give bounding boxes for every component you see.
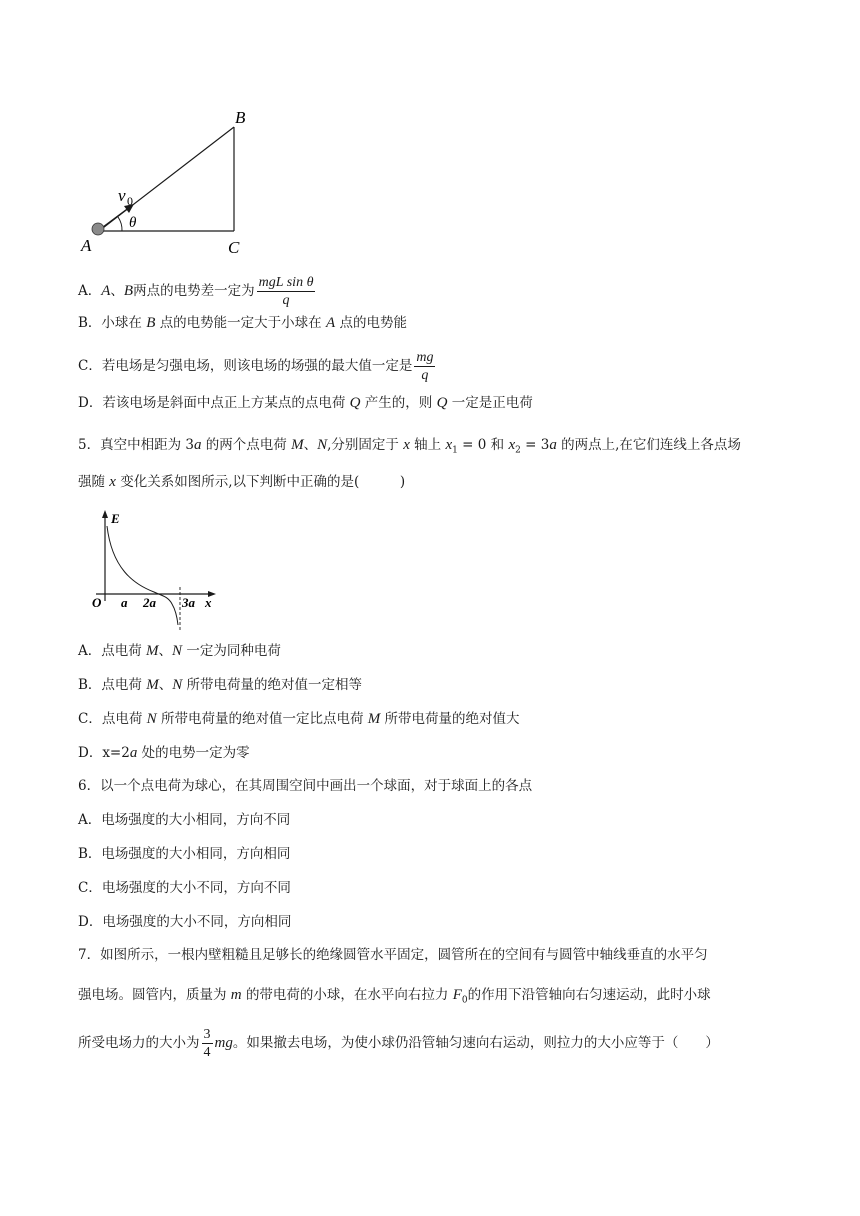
stem-text: 强电场。圆管内，质量为	[78, 987, 227, 1003]
label-b: B	[235, 108, 246, 127]
math-var: x	[109, 474, 116, 490]
stem-text: 的两个点电荷	[205, 437, 287, 453]
option-text: 点的电势能一定大于小球在	[159, 315, 322, 331]
math-var: a	[549, 437, 557, 453]
q4-option-b	[78, 313, 407, 333]
math-var: N	[172, 643, 183, 659]
q6-stem: 6．以一个点电荷为球心，在其周围空间中画出一个球面，对于球面上的各点	[78, 778, 533, 794]
option-text: 所带电荷量的绝对值大	[384, 711, 520, 727]
label-a: A	[81, 236, 92, 255]
incline-figure	[78, 105, 258, 265]
option-text: 、	[158, 677, 173, 693]
math-var: x	[445, 437, 453, 453]
option-text: 、	[110, 283, 124, 299]
stem-text: 变化关系如图所示,以下判断中正确的是( )	[120, 474, 406, 490]
q6-option-d: D．电场强度的大小不同，方向相同	[78, 914, 292, 930]
math-var: M	[146, 677, 159, 693]
option-text: C．若电场是匀强电场，则该电场的场强的最大值一定是	[78, 358, 413, 374]
stem-text: 5．真空中相距为 3	[78, 437, 194, 453]
math-subscript: 2	[515, 445, 521, 456]
label-v: v	[118, 186, 126, 205]
option-text: B．点电荷	[78, 677, 142, 693]
q5-option-d	[78, 743, 250, 763]
q4-option-a	[78, 274, 317, 309]
stem-text: 所受电场力的大小为	[78, 1035, 200, 1051]
fraction-denominator: 4	[203, 1045, 211, 1060]
label-c: C	[228, 238, 240, 257]
axis-label-e: E	[111, 511, 120, 526]
math-var: x	[508, 437, 516, 453]
q6-option-a: A．电场强度的大小相同，方向不同	[78, 812, 291, 828]
fraction-denominator: q	[282, 293, 290, 308]
math-var: M	[291, 437, 304, 453]
option-text: 两点的电势差一定为	[133, 283, 255, 299]
fraction-formula	[414, 349, 435, 384]
option-text: A．	[78, 283, 102, 299]
fraction-numerator: 3	[203, 1027, 211, 1042]
axis-label-x: x	[205, 595, 212, 610]
e-field-curve	[107, 526, 178, 625]
math-var: B	[123, 283, 134, 299]
q7-stem-line2	[78, 985, 711, 1011]
stem-text: = 3	[520, 437, 550, 453]
option-text: 所带电荷量的绝对值一定相等	[186, 677, 363, 693]
q7-stem-line3	[78, 1026, 719, 1061]
e-field-graph	[88, 508, 228, 633]
stem-text: 的作用下沿管轴向右匀速运动，此时小球	[467, 987, 711, 1003]
math-var: a	[193, 437, 202, 453]
stem-text: 的带电荷的小球，在水平向右拉力	[245, 987, 449, 1003]
math-subscript: 0	[461, 995, 468, 1006]
q5-stem-line2	[78, 472, 405, 492]
label-theta: θ	[129, 215, 137, 231]
theta-arc	[118, 217, 122, 231]
option-text: B．小球在	[78, 315, 142, 331]
option-text: 所带电荷量的绝对值一定比点电荷	[160, 711, 364, 727]
q5-option-b	[78, 675, 362, 695]
math-var: N	[172, 677, 183, 693]
tick-label-a: a	[121, 595, 128, 610]
math-var: A	[325, 315, 336, 331]
stem-text: ,分别固定于	[327, 437, 399, 453]
q5-stem-line1	[78, 435, 741, 461]
math-var: M	[367, 711, 381, 727]
option-text: 、	[158, 643, 173, 659]
fraction-formula	[257, 274, 316, 309]
fraction-numerator: mgL sin θ	[258, 275, 314, 290]
math-subscript: 1	[452, 445, 458, 456]
q4-option-c	[78, 349, 437, 384]
q4-option-d	[78, 393, 533, 413]
q6-option-b: B．电场强度的大小相同，方向相同	[78, 846, 291, 862]
math-var: N	[146, 711, 157, 727]
option-text: 处的电势一定为零	[141, 745, 250, 761]
option-text: 点的电势能	[339, 315, 407, 331]
y-axis-arrow	[102, 510, 108, 518]
fraction-numerator: mg	[416, 350, 434, 365]
option-text: D．若该电场是斜面中点正上方某点的点电荷	[78, 395, 346, 411]
math-var: Q	[349, 395, 361, 411]
option-text: 产生的，则	[364, 395, 433, 411]
stem-text: 的两点上,在它们连线上各点场	[561, 437, 741, 453]
math-var: B	[146, 315, 156, 331]
option-text: C．点电荷	[78, 711, 143, 727]
math-var: F	[452, 987, 462, 1003]
label-v-sub: 0	[127, 194, 133, 208]
math-var: M	[146, 643, 159, 659]
q5-option-a	[78, 641, 281, 661]
option-text: D．x=2	[78, 745, 130, 761]
math-var: Q	[436, 395, 448, 411]
math-var: x	[403, 437, 410, 453]
math-var: A	[101, 283, 111, 299]
math-var: mg	[214, 1035, 233, 1051]
stem-text: 强随	[78, 474, 105, 490]
stem-text: 、	[303, 437, 318, 453]
q5-option-c	[78, 709, 520, 729]
option-text: A．点电荷	[78, 643, 142, 659]
stem-text: 轴上	[414, 437, 442, 453]
ball-icon	[92, 223, 104, 235]
math-var: m	[230, 987, 242, 1003]
option-text: 一定为同种电荷	[186, 643, 281, 659]
axis-label-o: O	[92, 595, 102, 610]
stem-text: 。如果撤去电场，为使小球仍沿管轴匀速向右运动，则拉力的大小应等于（ ）	[232, 1035, 719, 1051]
fraction-denominator: q	[421, 368, 429, 383]
tick-label-3a: 3a	[182, 595, 195, 610]
fraction-formula	[202, 1026, 213, 1061]
tick-label-2a: 2a	[143, 595, 156, 610]
q6-option-c: C．电场强度的大小不同，方向不同	[78, 880, 291, 896]
stem-text: = 0 和	[457, 437, 505, 453]
math-var: N	[317, 437, 328, 453]
math-var: a	[129, 745, 138, 761]
q7-stem-line1: 7．如图所示，一根内壁粗糙且足够长的绝缘圆管水平固定，圆管所在的空间有与圆管中轴线垂直的水平匀	[78, 947, 708, 963]
option-text: 一定是正电荷	[451, 395, 533, 411]
